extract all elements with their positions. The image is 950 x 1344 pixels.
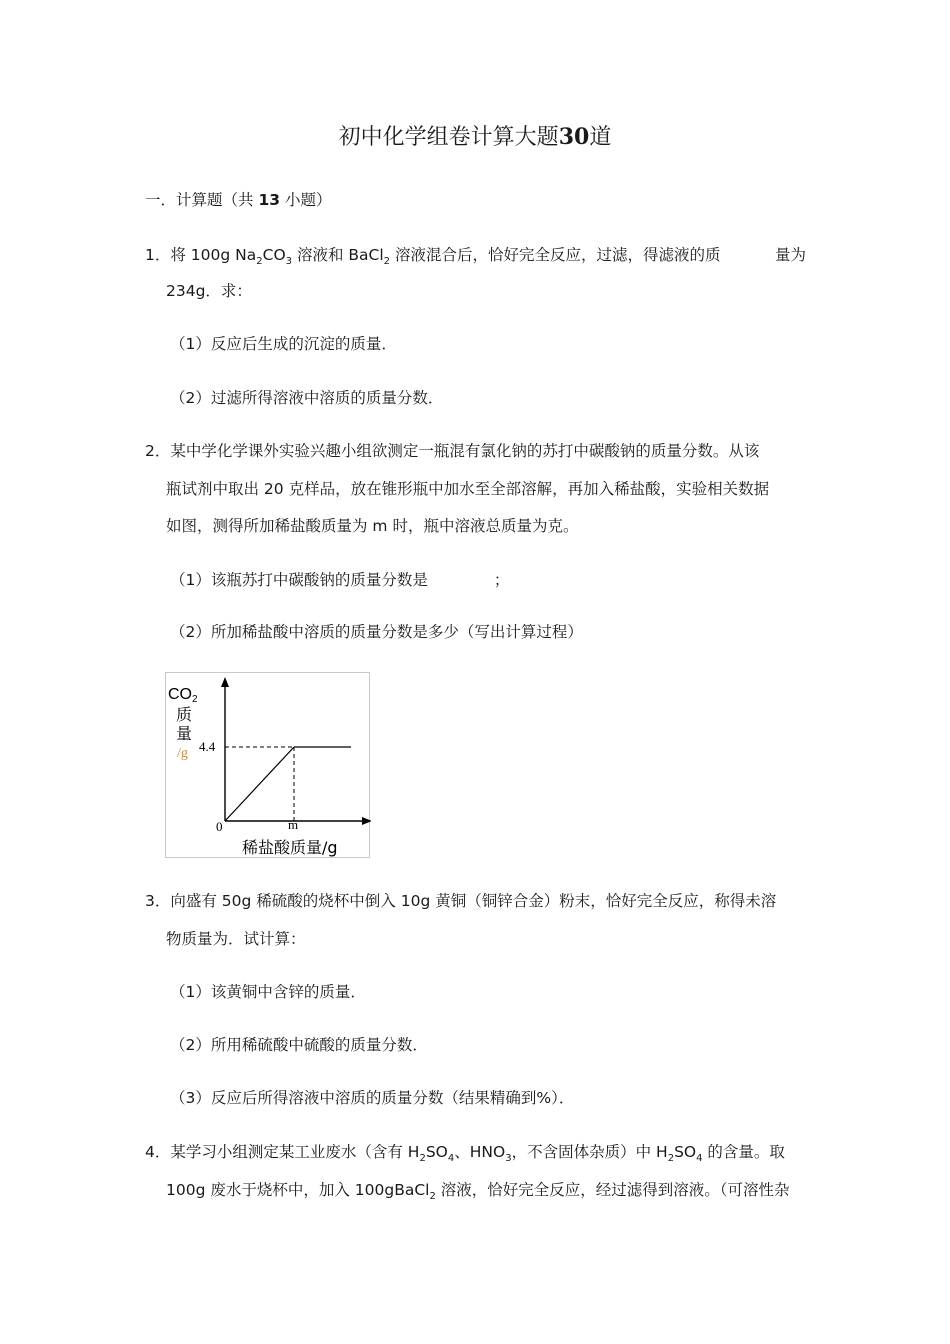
- question-1-line-2: 234g．求：: [166, 282, 252, 300]
- page-title: 初中化学组卷计算大题30道: [338, 124, 612, 150]
- y-axis-arrow: [221, 677, 229, 687]
- question-3-sub-2: （2）所用稀硫酸中硫酸的质量分数．: [170, 1036, 428, 1054]
- question-1-sub-1: （1）反应后生成的沉淀的质量．: [170, 335, 397, 353]
- chart-svg: [166, 673, 371, 859]
- question-2-sub-1: （1）该瓶苏打中碳酸钠的质量分数是 ；: [170, 571, 510, 589]
- question-2-line-3: 如图，测得所加稀盐酸质量为 m 时，瓶中溶液总质量为克。: [166, 517, 579, 535]
- x-axis-label: 稀盐酸质量/g: [242, 838, 338, 857]
- question-4-line-2: 100g 废水于烧杯中，加入 100gBaCl$_2$ 溶液，恰好完全反应，经过滤得到溶液。（可溶性杂: [166, 1181, 790, 1202]
- question-3-sub-1: （1）该黄铜中含锌的质量．: [170, 983, 366, 1001]
- ylabel-char-1: 质: [176, 705, 193, 724]
- ylabel-co2: CO2: [168, 686, 198, 705]
- question-2-line-2: 瓶试剂中取出 20 克样品，放在锥形瓶中加水至全部溶解，再加入稀盐酸，实验相关数据: [166, 480, 770, 498]
- question-2-sub-2: （2）所加稀盐酸中溶质的质量分数是多少（写出计算过程）: [170, 623, 583, 641]
- origin-label: 0: [216, 819, 223, 834]
- question-2-line-1: 2．某中学化学课外实验兴趣小组欲测定一瓶混有氯化钠的苏打中碳酸钠的质量分数。从该: [145, 442, 760, 460]
- co2-mass-chart: [165, 672, 370, 858]
- series-line-rising: [225, 747, 294, 821]
- x-axis-arrow: [362, 817, 371, 825]
- x-tick-label: m: [288, 817, 299, 832]
- ylabel-unit: /g: [177, 746, 188, 761]
- question-3-line-2: 物质量为．试计算：: [166, 930, 306, 948]
- ylabel-char-2: 量: [176, 724, 193, 743]
- question-1-sub-2: （2）过滤所得溶液中溶质的质量分数．: [170, 389, 444, 407]
- question-4-line-1: 4．某学习小组测定某工业废水（含有 $H_2SO_4$、$HNO_3$，不含固体杂质）中 $H_2SO_4$ 的含量。取: [145, 1143, 785, 1164]
- question-1-line-1-end: 量为: [775, 246, 807, 264]
- y-tick-label: 4.4: [199, 739, 216, 754]
- question-1-line-1: 1．将 100g $Na_2CO_3$ 溶液和 BaCl$_2$ 溶液混合后，恰好完全反应，过滤，得滤液的质: [145, 246, 721, 267]
- question-3-line-1: 3．向盛有 50g 稀硫酸的烧杯中倒入 10g 黄铜（铜锌合金）粉末，恰好完全反应，称得未溶: [145, 892, 777, 910]
- section-heading: 一．计算题（共 13 小题）: [145, 191, 332, 209]
- question-3-sub-3: （3）反应后所得溶液中溶质的质量分数（结果精确到%）．: [170, 1089, 575, 1107]
